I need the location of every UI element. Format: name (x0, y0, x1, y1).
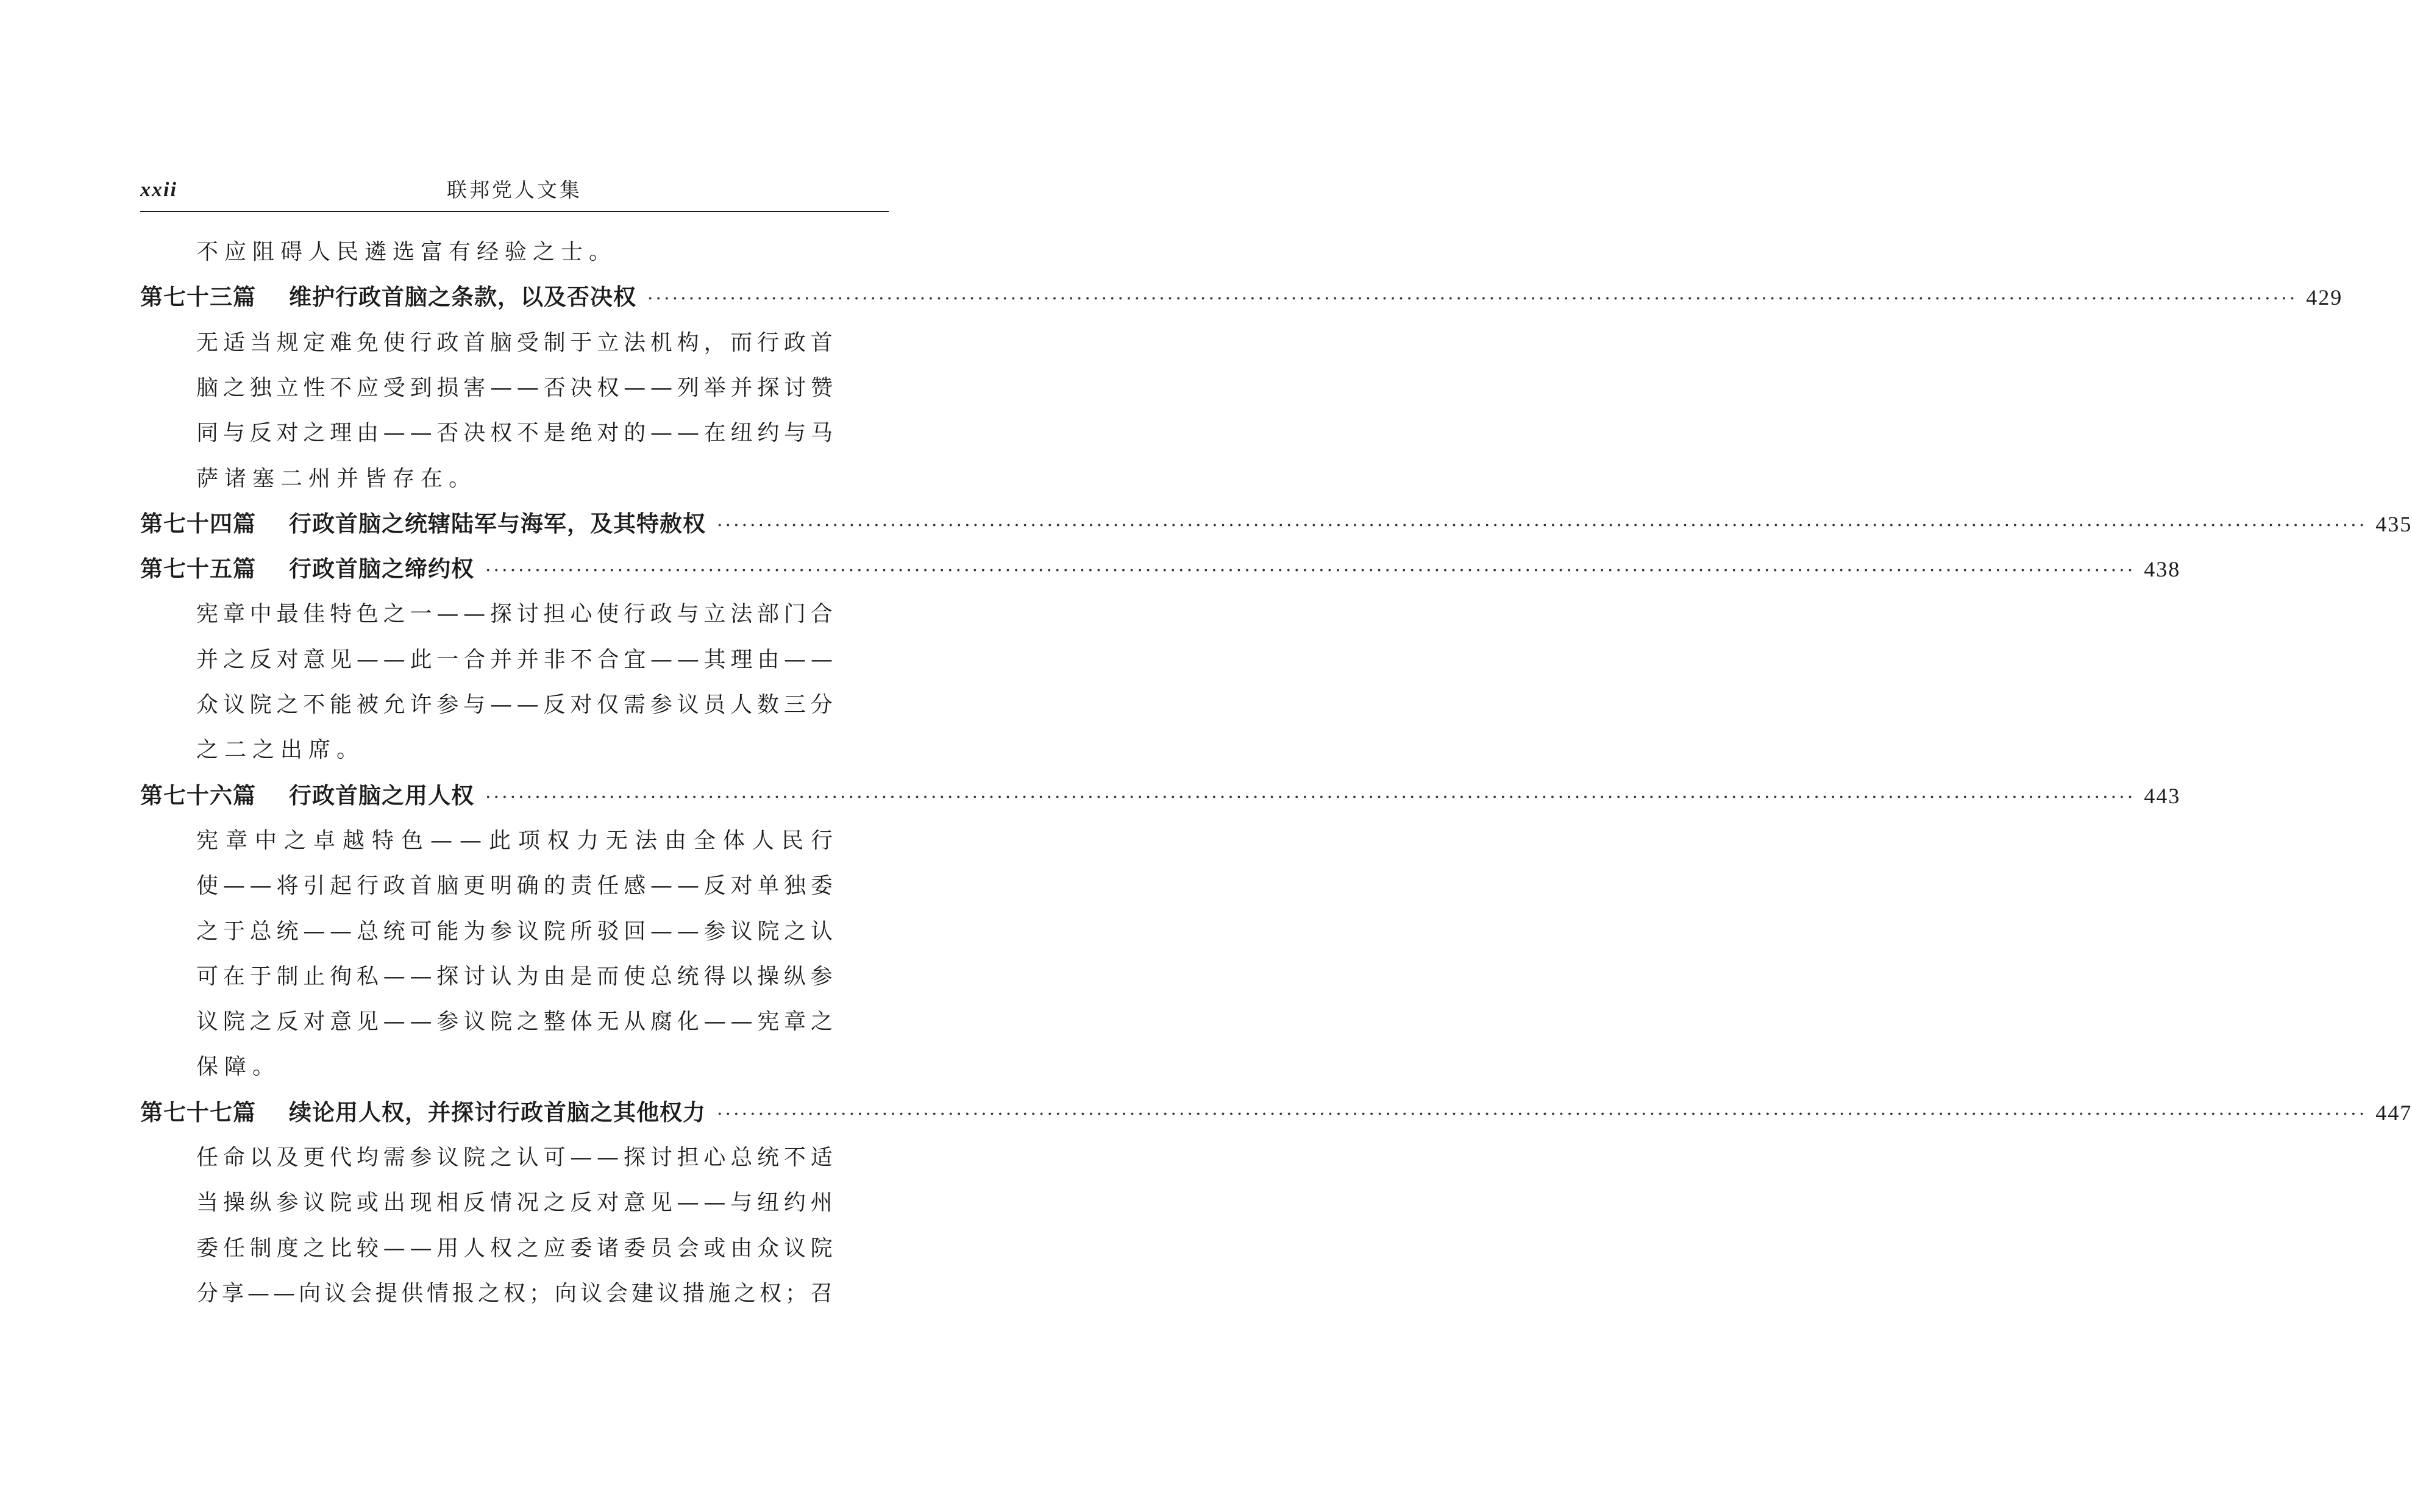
toc-chapter-entry (140, 279, 2343, 316)
toc-summary-line: 并 之 反 对 意 见 — — 此 一 合 并 并 非 不 合 宜 — — 其 理 由 — — (196, 647, 833, 672)
chapter-title: 维护行政首脑之条款，以及否决权 (289, 284, 636, 311)
toc-summary-line: 宪 章 中 最 佳 特 色 之 一 — — 探 讨 担 心 使 行 政 与 立 法 部 门 合 (196, 602, 833, 627)
chapter-number: 第七十七篇 (140, 1099, 256, 1126)
toc-summary-line: 使 — — 将 引 起 行 政 首 脑 更 明 确 的 责 任 感 — — 反 对 单 独 委 (196, 873, 833, 899)
chapter-title: 行政首脑之缔约权 (289, 556, 474, 583)
toc-chapter-entry (140, 1095, 2412, 1131)
toc-chapter-entry (140, 551, 2181, 587)
toc-chapter-entry (140, 506, 2412, 542)
chapter-title: 续论用人权，并探讨行政首脑之其他权力 (289, 1099, 706, 1126)
toc-summary-line: 议 院 之 反 对 意 见 — — 参 议 院 之 整 体 无 从 腐 化 — — 宪 章 之 (196, 1009, 833, 1035)
running-title: 联邦党人文集 (447, 178, 582, 202)
header-rule (140, 211, 889, 212)
toc-summary-line: 可 在 于 制 止 徇 私 — — 探 讨 认 为 由 是 而 使 总 统 得 以 操 纵 参 (196, 964, 833, 989)
page-number: xxii (140, 179, 177, 201)
chapter-title: 行政首脑之用人权 (289, 782, 474, 809)
chapter-number: 第七十六篇 (140, 782, 256, 809)
toc-summary-line: 任 命 以 及 更 代 均 需 参 议 院 之 认 可 — — 探 讨 担 心 总 统 不 适 (196, 1145, 833, 1170)
toc-summary-line: 分 享 — — 向 议 会 提 供 情 报 之 权 ； 向 议 会 建 议 措 施 之 权 ； 召 (196, 1280, 833, 1306)
toc-summary-line: 之二之出席。 (196, 737, 365, 763)
toc-summary-line: 萨诸塞二州并皆存在。 (196, 466, 477, 491)
dot-leader: ········································································································································································································ (485, 786, 2136, 808)
toc-summary-line: 无 适 当 规 定 难 免 使 行 政 首 脑 受 制 于 立 法 机 构 ， 而 行 政 首 (196, 330, 833, 355)
toc-chapter-entry (140, 778, 2181, 814)
chapter-title: 行政首脑之统辖陆军与海军，及其特赦权 (289, 510, 706, 537)
chapter-number: 第七十四篇 (140, 510, 256, 537)
chapter-number: 第七十三篇 (140, 284, 256, 311)
toc-summary-line: 宪 章 中 之 卓 越 特 色 — — 此 项 权 力 无 法 由 全 体 人 民 行 (196, 828, 833, 853)
dot-leader: ········································································································································································································ (647, 288, 2298, 310)
toc-summary-line: 脑 之 独 立 性 不 应 受 到 损 害 — — 否 决 权 — — 列 举 并 探 讨 赞 (196, 375, 833, 400)
chapter-page-number: 447 (2375, 1100, 2412, 1125)
toc-summary-line: 众 议 院 之 不 能 被 允 许 参 与 — — 反 对 仅 需 参 议 员 人 数 三 分 (196, 692, 833, 717)
toc-summary-line: 当 操 纵 参 议 院 或 出 现 相 反 情 况 之 反 对 意 见 — — 与 纽 约 州 (196, 1190, 833, 1216)
dot-leader: ········································································································································································································ (485, 560, 2136, 582)
toc-summary-line: 保障。 (196, 1054, 281, 1080)
chapter-number: 第七十五篇 (140, 556, 256, 583)
dot-leader: ········································································································································································································ (717, 514, 2368, 536)
chapter-page-number: 435 (2375, 511, 2412, 536)
chapter-page-number: 429 (2306, 285, 2343, 310)
chapter-page-number: 443 (2144, 783, 2181, 808)
toc-summary-line: 不应阻碍人民遴选富有经验之士。 (196, 240, 617, 264)
chapter-page-number: 438 (2144, 557, 2181, 582)
toc-summary-line: 之 于 总 统 — — 总 统 可 能 为 参 议 院 所 驳 回 — — 参 议 院 之 认 (196, 918, 833, 944)
running-header (140, 172, 889, 208)
dot-leader: ········································································································································································································ (717, 1103, 2368, 1125)
toc-summary-line: 委 任 制 度 之 比 较 — — 用 人 权 之 应 委 诸 委 员 会 或 由 众 议 院 (196, 1235, 833, 1261)
toc-summary-line: 同 与 反 对 之 理 由 — — 否 决 权 不 是 绝 对 的 — — 在 纽 约 与 马 (196, 421, 833, 446)
